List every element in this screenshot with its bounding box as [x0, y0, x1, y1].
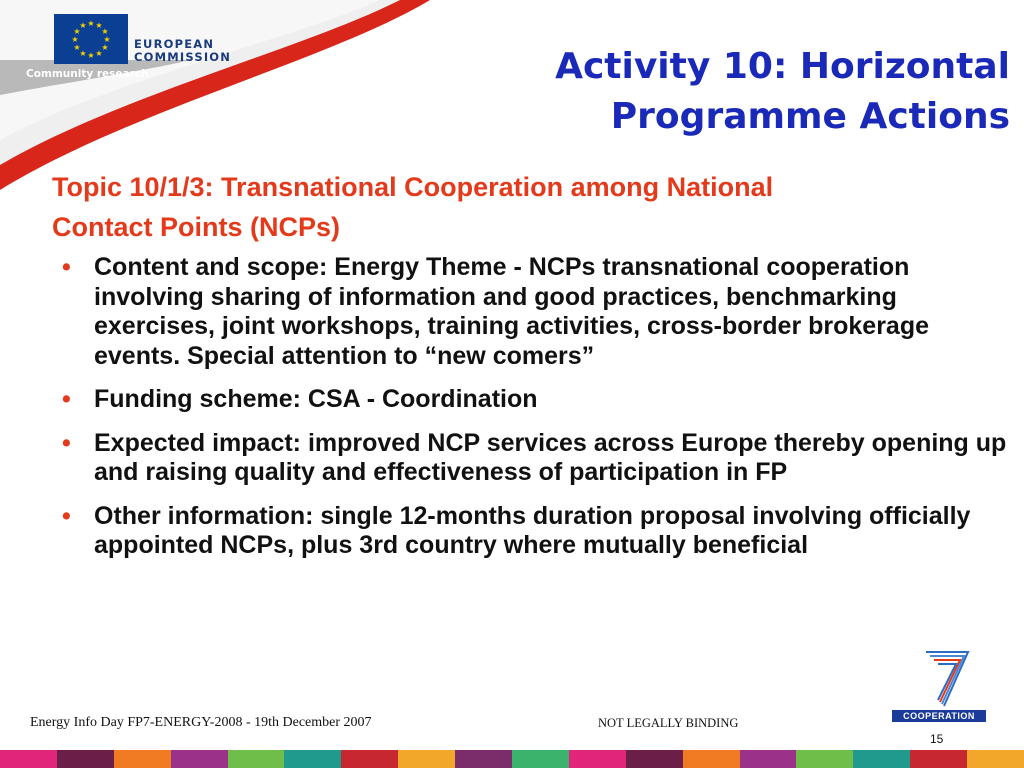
stripe-segment [740, 750, 797, 768]
stripe-segment [796, 750, 853, 768]
svg-text:★: ★ [73, 27, 81, 36]
topic-subtitle-line2: Contact Points (NCPs) [52, 212, 341, 242]
color-stripe-decoration [0, 750, 1024, 768]
bullet-text: Expected impact: improved NCP services across Europe thereby opening up and raising quality and effectiveness of participation in FP [94, 428, 1007, 486]
stripe-segment [455, 750, 512, 768]
stripe-segment [114, 750, 171, 768]
stripe-segment [341, 750, 398, 768]
bullet-icon: • [62, 253, 71, 281]
stripe-segment [569, 750, 626, 768]
eu-logo [54, 14, 232, 66]
bullet-text: Funding scheme: CSA - Coordination [94, 385, 538, 413]
svg-text:★: ★ [101, 27, 109, 36]
eu-logo-text [134, 38, 231, 64]
slide-title [555, 42, 1010, 142]
bullet-text: Content and scope: Energy Theme - NCPs transnational cooperation involving sharing of information and good practices, benchmarking exercises, joint workshops, training activities, cross-border brokerage events. Special attention to “new comers” [94, 253, 930, 370]
bullet-icon: • [62, 501, 71, 530]
stripe-segment [626, 750, 683, 768]
topic-subtitle [52, 167, 992, 247]
svg-text:★: ★ [79, 49, 87, 58]
stripe-segment [228, 750, 285, 768]
stripe-segment [683, 750, 740, 768]
fp7-cooperation-logo [892, 646, 986, 726]
stripe-segment [171, 750, 228, 768]
stripe-segment [284, 750, 341, 768]
stripe-segment [910, 750, 967, 768]
svg-text:★: ★ [95, 49, 103, 58]
bullet-item [62, 502, 1017, 561]
stripe-segment [0, 750, 57, 768]
eu-flag-icon [54, 14, 128, 64]
bullet-icon: • [62, 385, 71, 413]
fp7-label: COOPERATION [892, 710, 986, 722]
community-research-label: Community research [26, 68, 149, 80]
svg-text:★: ★ [71, 35, 79, 44]
stripe-segment [512, 750, 569, 768]
footer-disclaimer: NOT LEGALLY BINDING [598, 716, 739, 730]
svg-text:★: ★ [87, 51, 95, 60]
stripe-segment [57, 750, 114, 768]
bullet-icon: • [62, 428, 71, 457]
bullet-item [62, 253, 1017, 371]
stripe-segment [967, 750, 1024, 768]
svg-text:★: ★ [79, 21, 87, 30]
svg-text:★: ★ [73, 43, 81, 52]
topic-subtitle-line1: Topic 10/1/3: Transnational Cooperation among National [52, 172, 774, 202]
bullet-item [62, 385, 1017, 415]
slide-title-line1: Activity 10: Horizontal [555, 46, 1010, 87]
eu-logo-line1: EUROPEAN [134, 37, 215, 51]
svg-text:★: ★ [95, 21, 103, 30]
svg-text:★: ★ [103, 35, 111, 44]
svg-text:★: ★ [101, 43, 109, 52]
footer-event-text: Energy Info Day FP7-ENERGY-2008 - 19th December 2007 [30, 715, 372, 730]
eu-logo-line2: COMMISSION [134, 50, 232, 64]
bullet-item [62, 429, 1017, 488]
bullet-list [62, 253, 1017, 575]
stripe-segment [398, 750, 455, 768]
svg-text:★: ★ [87, 19, 95, 28]
fp7-seven-icon [892, 646, 986, 710]
slide-title-line2: Programme Actions [610, 96, 1010, 137]
bullet-text: Other information: single 12-months duration proposal involving officially appointed NCPs, plus 3rd country where mutually beneficial [94, 501, 971, 559]
stripe-segment [853, 750, 910, 768]
page-number: 15 [930, 732, 944, 746]
